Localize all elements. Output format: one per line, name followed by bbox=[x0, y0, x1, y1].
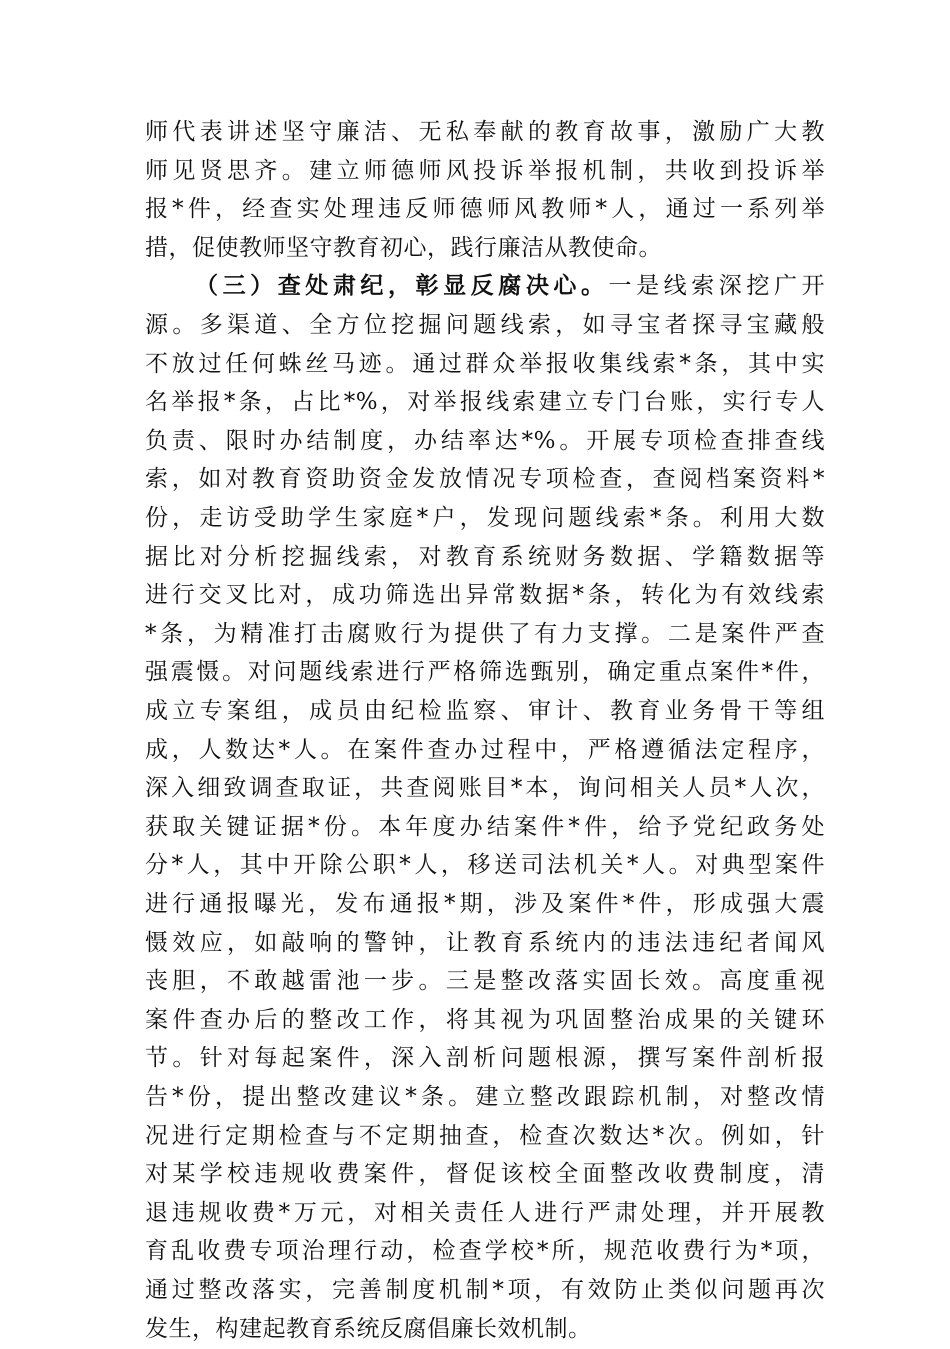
section-heading: （三）查处肃纪，彰显反腐决心。 bbox=[195, 272, 609, 300]
section-lead-text: 一是线索深挖广开 bbox=[608, 273, 826, 300]
text-line: 慑效应，如敲响的警钟，让教育系统内的违法违纪者闻风 bbox=[145, 929, 825, 956]
text-line: 成立专案组，成员由纪检监察、审计、教育业务骨干等组 bbox=[145, 698, 825, 724]
text-line: 深入细致调查取证，共查阅账目*本，询问相关人员*人次， bbox=[145, 775, 825, 802]
text-line: 育乱收费专项治理行动，检查学校*所，规范收费行为*项， bbox=[145, 1238, 825, 1265]
text-line: 报*件，经查实处理违反师德师风教师*人，通过一系列举 bbox=[145, 196, 825, 223]
text-line: 师代表讲述坚守廉洁、无私奉献的教育故事，激励广大教 bbox=[145, 119, 825, 145]
text-line: 对某学校违规收费案件，督促该校全面整改收费制度，清 bbox=[145, 1161, 825, 1188]
text-line: *条，为精准打击腐败行为提供了有力支撑。二是案件严查 bbox=[145, 620, 825, 647]
text-line: 强震慑。对问题线索进行严格筛选甄别，确定重点案件*件， bbox=[145, 659, 825, 686]
text-line: 节。针对每起案件，深入剖析问题根源，撰写案件剖析报 bbox=[145, 1045, 825, 1072]
text-line: 发生，构建起教育系统反腐倡廉长效机制。 bbox=[145, 1315, 592, 1342]
text-line: 师见贤思齐。建立师德师风投诉举报机制，共收到投诉举 bbox=[145, 157, 825, 184]
text-line: 名举报*条，占比*%，对举报线索建立专门台账，实行专人 bbox=[145, 389, 825, 416]
text-line: 退违规收费*万元，对相关责任人进行严肃处理，并开展教 bbox=[145, 1199, 825, 1226]
text-line: 据比对分析挖掘线索，对教育系统财务数据、学籍数据等 bbox=[145, 543, 825, 570]
text-line: 负责、限时办结制度，办结率达*%。开展专项检查排查线 bbox=[145, 427, 825, 454]
text-line: 丧胆，不敢越雷池一步。三是整改落实固长效。高度重视 bbox=[145, 968, 825, 995]
text-line: 源。多渠道、全方位挖掘问题线索，如寻宝者探寻宝藏般 bbox=[145, 312, 825, 338]
text-line: 通过整改落实，完善制度机制*项，有效防止类似问题再次 bbox=[145, 1277, 825, 1303]
text-line: 份，走访受助学生家庭*户，发现问题线索*条。利用大数 bbox=[145, 505, 825, 531]
text-line: 分*人，其中开除公职*人，移送司法机关*人。对典型案件 bbox=[145, 852, 825, 879]
text-line: 进行通报曝光，发布通报*期，涉及案件*件，形成强大震 bbox=[145, 891, 825, 917]
text-line: 不放过任何蛛丝马迹。通过群众举报收集线索*条，其中实 bbox=[145, 350, 825, 377]
text-line: 案件查办后的整改工作，将其视为巩固整治成果的关键环 bbox=[145, 1006, 825, 1033]
text-line: 措，促使教师坚守教育初心，践行廉洁从教使命。 bbox=[145, 234, 662, 261]
text-line: 告*份，提出整改建议*条。建立整改跟踪机制，对整改情 bbox=[145, 1084, 825, 1110]
text-line: 成，人数达*人。在案件查办过程中，严格遵循法定程序， bbox=[145, 736, 825, 763]
text-line bbox=[195, 266, 825, 306]
text-line: 获取关键证据*份。本年度办结案件*件，给予党纪政务处 bbox=[145, 813, 825, 840]
text-line: 进行交叉比对，成功筛选出异常数据*条，转化为有效线索 bbox=[145, 582, 825, 609]
text-line: 索，如对教育资助资金发放情况专项检查，查阅档案资料* bbox=[145, 466, 825, 493]
text-line: 况进行定期检查与不定期抽查，检查次数达*次。例如，针 bbox=[145, 1122, 825, 1149]
